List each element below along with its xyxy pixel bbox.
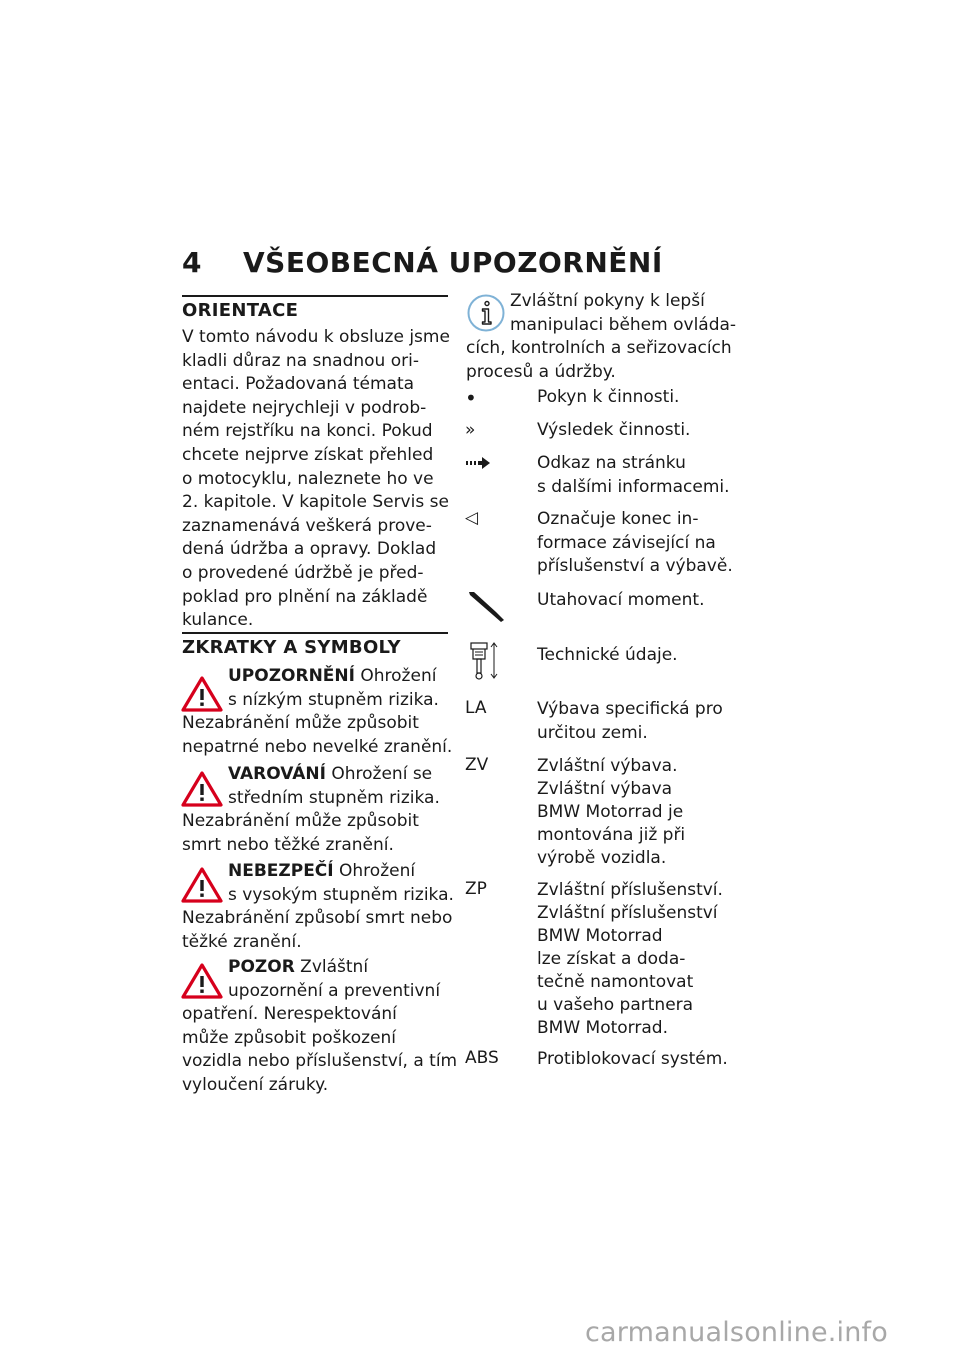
text-line: středním stupněm rizika. — [228, 788, 440, 808]
text-line: těžké zranění. — [182, 932, 302, 952]
text-line: procesů a údržby. — [466, 362, 616, 382]
symbol-description: Odkaz na stránku — [537, 453, 686, 473]
warning-caution-first-line: UPOZORNĚNÍ Ohrožení — [228, 666, 437, 686]
section-divider — [182, 632, 448, 634]
text-line: o provedené údržbě je před- — [182, 562, 424, 583]
text-line: kladli důraz na snadnou ori- — [182, 350, 419, 371]
abbreviation-zv: ZV — [465, 755, 489, 775]
text-line: vozidla nebo příslušenství, a tím — [182, 1051, 458, 1071]
symbol-description: Označuje konec in- — [537, 509, 699, 529]
text-line: najdete nejrychleji v podrob- — [182, 397, 427, 418]
symbol-description: BMW Motorrad. — [537, 1018, 668, 1038]
text-line: poklad pro plnění na základě — [182, 586, 428, 607]
symbol-description: určitou zemi. — [537, 723, 648, 743]
orientace-heading: ORIENTACE — [182, 300, 299, 321]
text-line: cích, kontrolních a seřizovacích — [466, 338, 732, 358]
symbol-description: Utahovací moment. — [537, 590, 705, 610]
symbol-description: tečně namontovat — [537, 972, 694, 992]
text-line: Nezabránění může způsobit — [182, 713, 419, 733]
text-line: s nízkým stupněm rizika. — [228, 690, 439, 710]
end-marker-icon: ◁ — [465, 508, 479, 528]
warning-triangle-icon — [181, 771, 223, 807]
symbol-description: montována již při — [537, 825, 686, 845]
symbol-description: u vašeho partnera — [537, 995, 694, 1015]
abbreviation-zp: ZP — [465, 879, 487, 899]
text-line: Nezabránění může způsobit — [182, 811, 419, 831]
warning-keyword: NEBEZPEČÍ — [228, 861, 334, 881]
text-line: V tomto návodu k obsluze jsme — [182, 327, 450, 347]
symbol-description: lze získat a doda- — [537, 949, 686, 969]
text-line: dená údržba a opravy. Doklad — [182, 539, 437, 560]
result-arrow-icon: » — [465, 420, 476, 440]
abbreviation-la: LA — [465, 698, 487, 718]
chapter-title: VŠEOBECNÁ UPOZORNĚNÍ — [243, 246, 663, 279]
symbol-description: Zvláštní příslušenství — [537, 903, 718, 923]
text-line: manipulaci během ovláda- — [510, 315, 737, 335]
text-line: 2. kapitole. V kapitole Servis se — [182, 492, 449, 513]
warning-danger-first-line: NEBEZPEČÍ Ohrožení — [228, 861, 416, 881]
text-line: chcete nejprve získat přehled — [182, 444, 434, 465]
warning-keyword: POZOR — [228, 957, 295, 977]
text-line: o motocyklu, naleznete ho ve — [182, 468, 434, 489]
chapter-number: 4 — [182, 246, 202, 279]
orientace-paragraph — [182, 326, 448, 633]
text-line: Zvláštní pokyny k lepší — [510, 291, 705, 311]
warning-triangle-icon — [181, 963, 223, 999]
warning-keyword: VAROVÁNÍ — [228, 764, 326, 784]
text-line: kulance. — [182, 610, 254, 631]
symbol-description: Zvláštní výbava. — [537, 756, 678, 776]
symbol-description: BMW Motorrad je — [537, 802, 684, 822]
abbreviation-abs: ABS — [465, 1048, 499, 1068]
text-line: smrt nebo těžké zranění. — [182, 835, 394, 855]
symbol-description: Výsledek činnosti. — [537, 420, 691, 440]
warning-triangle-icon — [181, 676, 223, 712]
symbol-description: Výbava specifická pro — [537, 699, 723, 719]
text-line: opatření. Nerespektování — [182, 1004, 397, 1024]
text-line: Nezabránění způsobí smrt nebo — [182, 908, 453, 928]
text-line: s vysokým stupněm rizika. — [228, 885, 454, 905]
text-line: nepatrné nebo nevelké zranění. — [182, 737, 453, 757]
symbol-description: Technické údaje. — [537, 645, 678, 665]
section-divider — [182, 295, 448, 297]
zkratky-heading: ZKRATKY A SYMBOLY — [182, 637, 401, 658]
info-icon — [466, 293, 506, 333]
text-line: ném rejstříku na konci. Pokud — [182, 421, 433, 442]
symbol-description: Zvláštní výbava — [537, 779, 673, 799]
torque-wrench-icon — [466, 589, 506, 623]
bullet-icon: • — [465, 386, 477, 410]
symbol-description: Protiblokovací systém. — [537, 1049, 728, 1069]
symbol-description: příslušenství a výbavě. — [537, 556, 733, 576]
text-line: upozornění a preventivní — [228, 981, 441, 1001]
symbol-description: Pokyn k činnosti. — [537, 387, 680, 407]
watermark: carmanualsonline.info — [585, 1317, 888, 1348]
technical-data-icon — [467, 641, 503, 681]
symbol-description: formace závisející na — [537, 533, 716, 553]
text-line: může způsobit poškození — [182, 1028, 397, 1048]
symbol-description: Zvláštní příslušenství. — [537, 880, 723, 900]
text-line: vyloučení záruky. — [182, 1075, 329, 1095]
warning-warning-first-line: VAROVÁNÍ Ohrožení se — [228, 764, 433, 784]
text-line: entaci. Požadovaná témata — [182, 374, 415, 395]
warning-triangle-icon — [181, 867, 223, 903]
text-line: zaznamenává veškerá prove- — [182, 515, 432, 536]
warning-keyword: UPOZORNĚNÍ — [228, 666, 355, 686]
symbol-description: s dalšími informacemi. — [537, 477, 730, 497]
warning-attention-first-line: POZOR Zvláštní — [228, 957, 369, 977]
symbol-description: výrobě vozidla. — [537, 848, 667, 868]
symbol-description: BMW Motorrad — [537, 926, 663, 946]
page-reference-arrow-icon — [466, 457, 492, 469]
